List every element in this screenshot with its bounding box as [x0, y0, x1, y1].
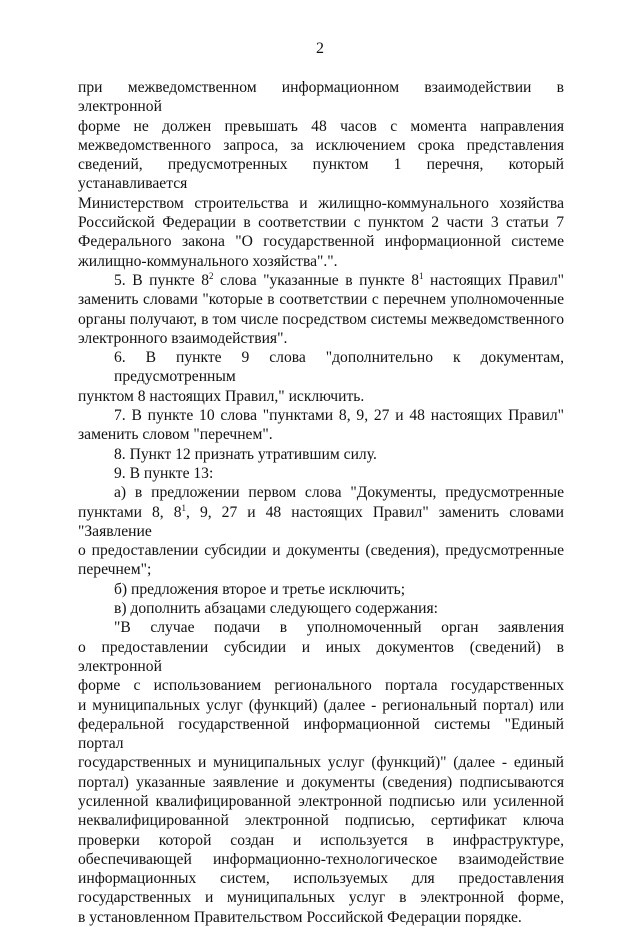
text-line: пунктом 8 настоящих Правил," исключить. [78, 387, 365, 405]
text-line: заменить словами "которые в соответствии с перечнем уполномоченные [78, 291, 564, 309]
text-line: форме с использованием регионального портала государственных [78, 677, 564, 695]
text-line: перечнем"; [78, 561, 152, 579]
text-line: электронного взаимодействия". [78, 329, 288, 347]
text-line: проверки которой создан и используется в инфраструктуре, [78, 831, 564, 849]
text-line: 8. Пункт 12 признать утратившим силу. [114, 445, 377, 463]
document-body [78, 78, 564, 927]
text-line: обеспечивающей информационно-технологическое взаимодействие [78, 850, 564, 868]
text-line: о предоставлении субсидии и иных документов (сведений) в электронной [78, 638, 564, 675]
superscript: 2 [209, 270, 214, 281]
text-line: жилищно-коммунального хозяйства".". [78, 252, 338, 270]
text-line: "В случае подачи в уполномоченный орган заявления [114, 619, 564, 637]
text-fragment: , 9, 27 и 48 настоящих Правил" заменить словами "Заявление [78, 503, 565, 540]
text-line: федеральной государственной информационной системы "Единый портал [78, 715, 564, 753]
text-line: государственных и муниципальных услуг (функций)" (далее - единый [78, 754, 564, 772]
text-fragment: 5. В пункте 8 [114, 271, 210, 289]
text-line: Российской Федерации в соответствии с пунктом 2 части 3 статьи 7 [78, 214, 564, 232]
text-line: а) в предложении первом слова "Документы, предусмотренные [114, 484, 564, 502]
text-line [78, 503, 564, 542]
text-line: неквалифицированной электронной подписью, сертификат ключа [78, 812, 564, 830]
text-line: портал) указанные заявление и документы (сведения) подписываются [78, 773, 564, 791]
text-line: в) дополнить абзацами следующего содержания: [114, 600, 438, 618]
text-line: органы получают, в том числе посредством системы межведомственного [78, 310, 564, 328]
text-line: заменить словом "перечнем". [78, 426, 273, 444]
text-fragment: настоящих Правил" [423, 271, 565, 289]
text-line: 7. В пункте 10 слова "пунктами 8, 9, 27 и 48 настоящих Правил" [114, 407, 564, 425]
superscript: 1 [419, 270, 424, 281]
text-line: Федерального закона "О государственной информационной системе [78, 233, 564, 251]
text-line: б) предложения второе и третье исключить; [114, 580, 406, 598]
text-line: в установленном Правительством Российской Федерации порядке. [78, 908, 522, 926]
text-line: форме не должен превышать 48 часов с момента направления [78, 117, 564, 135]
text-fragment: пунктами 8, 8 [78, 503, 182, 521]
text-line: государственных и муниципальных услуг в электронной форме, [78, 889, 564, 907]
text-line: сведений, предусмотренных пунктом 1 перечня, который устанавливается [78, 156, 564, 193]
text-line: и муниципальных услуг (функций) (далее - региональный портал) или [78, 696, 564, 714]
text-line: межведомственного запроса, за исключением срока представления [78, 136, 564, 154]
text-fragment: слова "указанные в пункте 8 [213, 271, 420, 289]
text-line: о предоставлении субсидии и документы (сведения), предусмотренные [78, 542, 564, 560]
superscript: 1 [181, 502, 187, 513]
text-line: 9. В пункте 13: [114, 464, 214, 482]
text-line: усиленной квалифицированной электронной подписью или усиленной [78, 792, 564, 810]
page-number: 2 [316, 40, 324, 57]
text-line [78, 271, 564, 290]
text-line: Министерством строительства и жилищно-коммунального хозяйства [78, 194, 564, 212]
text-line: информационных систем, используемых для предоставления [78, 870, 564, 888]
text-line: 6. В пункте 9 слова "дополнительно к документам, предусмотренным [114, 349, 564, 386]
text-line: при межведомственном информационном взаимодействии в электронной [78, 79, 564, 116]
